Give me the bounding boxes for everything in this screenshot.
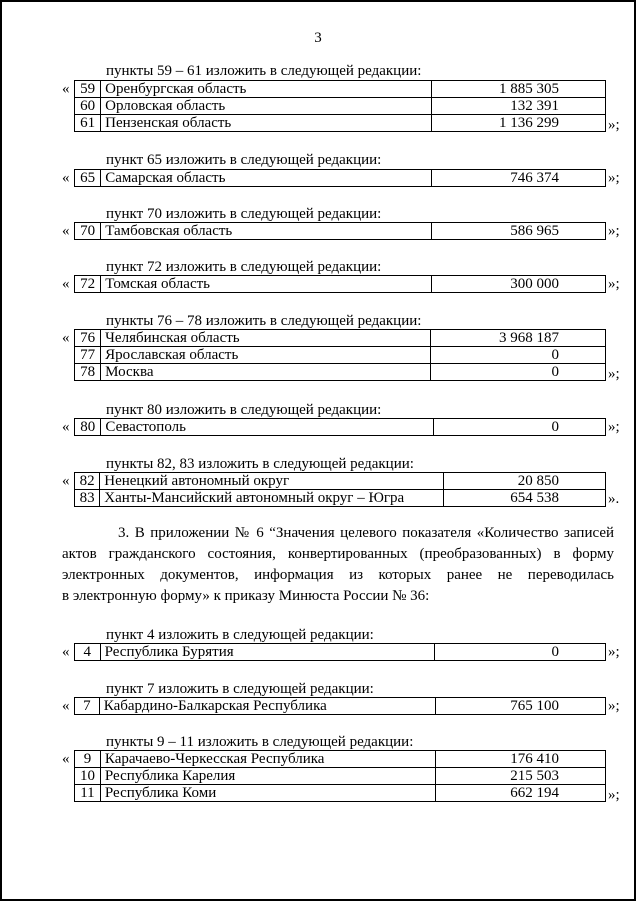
section-a-heading-6: пункты 82, 83 изложить в следующей редакции: (106, 456, 414, 472)
section-a-heading-0: пункты 59 – 61 изложить в следующей редакции: (106, 63, 422, 79)
region-name: Республика Коми (100, 785, 435, 802)
section-a-table-6 (74, 472, 606, 507)
table-row (75, 330, 606, 347)
closing-quote: »; (608, 223, 620, 239)
row-number: 65 (75, 170, 101, 187)
opening-quote: « (62, 223, 70, 239)
region-name: Оренбургская область (101, 81, 431, 98)
region-name: Челябинская область (101, 330, 431, 347)
closing-quote: ». (608, 491, 620, 507)
opening-quote: « (62, 473, 70, 489)
closing-quote: »; (608, 787, 620, 803)
table-row (75, 223, 606, 240)
table-row (75, 276, 606, 293)
paragraph-line: электронных документов, информация из которых ранее не переводилась (62, 567, 614, 583)
paragraph-line: актов гражданского состояния, конвертированных (преобразованных) в форму (62, 546, 614, 562)
region-value: 3 968 187 (431, 330, 606, 347)
region-name: Тамбовская область (101, 223, 432, 240)
region-name: Ханты-Мансийский автономный округ – Югра (100, 490, 444, 507)
region-value: 176 410 (436, 751, 606, 768)
section-a-table-2 (74, 222, 606, 240)
section-a-heading-2: пункт 70 изложить в следующей редакции: (106, 206, 382, 222)
region-name: Республика Карелия (100, 768, 435, 785)
table-row (75, 419, 606, 436)
row-number: 76 (75, 330, 101, 347)
table-row (75, 364, 606, 381)
region-value: 746 374 (431, 170, 605, 187)
row-number: 9 (75, 751, 101, 768)
region-value: 215 503 (436, 768, 606, 785)
table-row (75, 768, 606, 785)
closing-quote: »; (608, 276, 620, 292)
section-b-table-1 (74, 697, 606, 715)
section-a-table-5 (74, 418, 606, 436)
section-a-heading-3: пункт 72 изложить в следующей редакции: (106, 259, 382, 275)
table-row (75, 785, 606, 802)
region-value: 0 (431, 347, 606, 364)
table-row (75, 490, 606, 507)
region-name: Ярославская область (101, 347, 431, 364)
region-name: Орловская область (101, 98, 431, 115)
table-row (75, 98, 606, 115)
region-value: 654 538 (443, 490, 605, 507)
region-name: Самарская область (101, 170, 432, 187)
region-value: 20 850 (443, 473, 605, 490)
row-number: 11 (75, 785, 101, 802)
paragraph-line: 3. В приложении № 6 “Значения целевого показателя «Количество записей (118, 525, 614, 541)
section-a-table-4 (74, 329, 606, 381)
section-a-table-0 (74, 80, 606, 132)
section-b-table-2 (74, 750, 606, 802)
closing-quote: »; (608, 170, 620, 186)
section-b-table-0 (74, 643, 606, 661)
table-row (75, 81, 606, 98)
section-a-table-3 (74, 275, 606, 293)
paragraph-line: в электронную форму» к приказу Минюста России № 36: (62, 588, 430, 604)
section-b-heading-1: пункт 7 изложить в следующей редакции: (106, 681, 374, 697)
table-row (75, 115, 606, 132)
opening-quote: « (62, 698, 70, 714)
table-row (75, 751, 606, 768)
table-row (75, 170, 606, 187)
region-value: 0 (433, 419, 605, 436)
region-name: Пензенская область (101, 115, 431, 132)
row-number: 59 (75, 81, 101, 98)
row-number: 60 (75, 98, 101, 115)
closing-quote: »; (608, 366, 620, 382)
row-number: 4 (75, 644, 101, 661)
opening-quote: « (62, 644, 70, 660)
closing-quote: »; (608, 698, 620, 714)
section-a-heading-5: пункт 80 изложить в следующей редакции: (106, 402, 382, 418)
opening-quote: « (62, 170, 70, 186)
region-value: 132 391 (431, 98, 605, 115)
opening-quote: « (62, 276, 70, 292)
closing-quote: »; (608, 644, 620, 660)
opening-quote: « (62, 751, 70, 767)
region-value: 765 100 (435, 698, 605, 715)
row-number: 80 (75, 419, 101, 436)
row-number: 61 (75, 115, 101, 132)
opening-quote: « (62, 81, 70, 97)
section-b-heading-0: пункт 4 изложить в следующей редакции: (106, 627, 374, 643)
paragraph (62, 523, 614, 607)
opening-quote: « (62, 419, 70, 435)
region-name: Севастополь (101, 419, 433, 436)
closing-quote: »; (608, 419, 620, 435)
closing-quote: »; (608, 117, 620, 133)
row-number: 82 (75, 473, 100, 490)
row-number: 10 (75, 768, 101, 785)
region-name: Кабардино-Балкарская Республика (99, 698, 435, 715)
table-row (75, 347, 606, 364)
section-a-heading-1: пункт 65 изложить в следующей редакции: (106, 152, 382, 168)
row-number: 72 (75, 276, 101, 293)
row-number: 83 (75, 490, 100, 507)
opening-quote: « (62, 330, 70, 346)
region-value: 300 000 (431, 276, 605, 293)
row-number: 78 (75, 364, 101, 381)
page-number: 3 (314, 30, 322, 46)
region-value: 1 885 305 (431, 81, 605, 98)
section-a-heading-4: пункты 76 – 78 изложить в следующей редакции: (106, 313, 422, 329)
table-row (75, 698, 606, 715)
region-value: 0 (434, 644, 605, 661)
table-row (75, 644, 606, 661)
row-number: 77 (75, 347, 101, 364)
region-name: Москва (101, 364, 431, 381)
region-value: 662 194 (436, 785, 606, 802)
region-name: Томская область (101, 276, 431, 293)
table-row (75, 473, 606, 490)
region-value: 586 965 (432, 223, 606, 240)
region-name: Карачаево-Черкесская Республика (100, 751, 435, 768)
section-a-table-1 (74, 169, 606, 187)
row-number: 7 (75, 698, 100, 715)
row-number: 70 (75, 223, 101, 240)
region-value: 0 (431, 364, 606, 381)
region-name: Ненецкий автономный округ (100, 473, 444, 490)
section-b-heading-2: пункты 9 – 11 изложить в следующей редакции: (106, 734, 414, 750)
region-name: Республика Бурятия (100, 644, 434, 661)
region-value: 1 136 299 (431, 115, 605, 132)
